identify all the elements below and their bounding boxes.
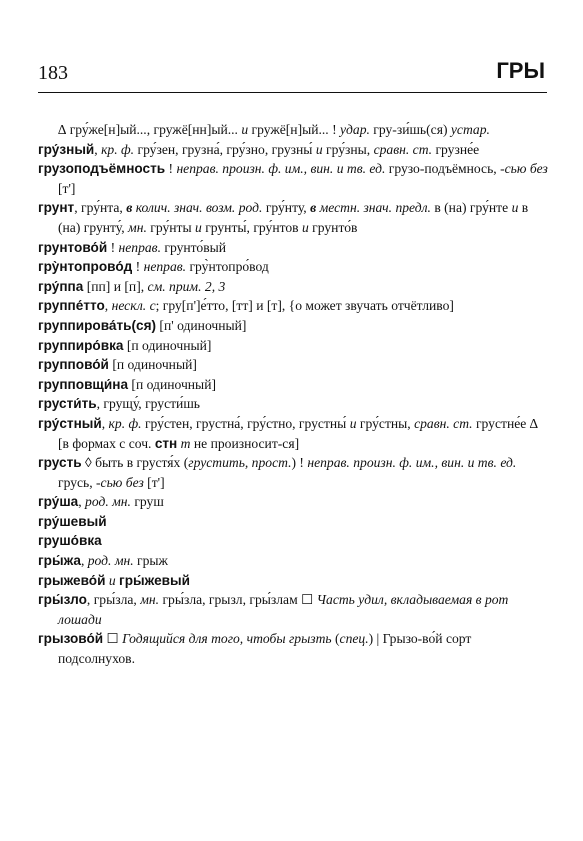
entry-text: [п одиночный] <box>128 376 216 392</box>
dictionary-entry <box>38 414 548 453</box>
entry-label: нескл. с <box>111 298 156 314</box>
entry-text: , грущу́, грусти́шь <box>96 396 201 412</box>
entry-text: гру-зи́шь(ся) <box>369 122 451 137</box>
dictionary-entries <box>38 120 548 669</box>
entry-headword: грунт <box>38 200 75 216</box>
dictionary-entry <box>38 296 548 316</box>
entry-headword: гру́стный <box>38 415 102 431</box>
entry-text: не произносит-ся] <box>190 435 300 451</box>
dictionary-entry <box>38 590 548 629</box>
entry-text: гру̀нтопро́вод <box>186 259 269 275</box>
entry-label: грустить, прост. <box>188 455 292 471</box>
dictionary-entry <box>38 238 548 258</box>
entry-text: гру́нты <box>146 219 195 235</box>
dictionary-entry <box>38 394 548 414</box>
page-number: 183 <box>38 62 68 84</box>
entry-headword: грызово́й <box>38 631 104 647</box>
entry-label: в <box>126 200 133 216</box>
entry-text: ! <box>132 259 144 275</box>
entry-label: неправ. <box>118 239 161 255</box>
entry-label: мн. <box>128 219 147 235</box>
entry-headword: гры́зло <box>38 592 87 608</box>
entry-text: грустне́е ∆ [в формах с соч. <box>58 415 538 451</box>
entry-label: см. прим. 2, 3 <box>147 278 226 294</box>
dictionary-entry <box>38 257 548 277</box>
entry-text: ! <box>165 161 177 177</box>
entry-label: неправ. произн. ф. им., вин. и тв. ед. <box>176 161 386 177</box>
entry-text: гры́зла, грызл, гры́злам ☐ <box>159 592 317 608</box>
entry-headword: гру́ша <box>38 494 79 510</box>
entry-text: гру́стны, <box>356 415 415 431</box>
entry-label: кр. ф. <box>101 141 135 157</box>
entry-label: в <box>310 200 317 216</box>
entry-headword: гры́жа <box>38 553 81 569</box>
entry-text: , <box>94 141 102 157</box>
entry-label: удар. <box>340 122 370 137</box>
entry-label: и <box>241 122 249 137</box>
entry-label: колич. знач. возм. род. <box>135 200 263 216</box>
dictionary-entry <box>38 355 548 375</box>
entry-text: ☐ <box>103 631 123 647</box>
entry-text: , гры́зла, <box>86 592 141 608</box>
running-head: ГРЫ <box>496 58 545 83</box>
entry-text: в (на) грунту́, <box>58 200 529 235</box>
entry-text: [п' одиночный] <box>156 317 247 333</box>
entry-text: [т'] <box>58 180 76 196</box>
dictionary-entry <box>38 159 548 198</box>
entry-label: сравн. ст. <box>414 415 473 431</box>
entry-label: неправ. произн. ф. им., вин. и тв. ед. <box>307 455 517 471</box>
entry-label: и <box>301 219 309 235</box>
entry-headword: гру́шевый <box>38 513 107 529</box>
entry-text: [т'] <box>143 474 165 490</box>
entry-text: гружё[н]ый... ! <box>248 122 341 137</box>
dictionary-entry <box>38 198 548 237</box>
entry-headword: гру́ппа <box>38 278 84 294</box>
entry-text: ! <box>107 239 119 255</box>
dictionary-entry <box>38 277 548 297</box>
entry-headword: грусти́ть <box>38 396 97 412</box>
header-rule <box>38 92 547 93</box>
entry-text: грунто́вый <box>160 239 227 255</box>
entry-text: грузо-подъёмнось, <box>385 161 501 177</box>
entry-headword: гру̀нтопрово́д <box>38 259 133 275</box>
entry-text: ( <box>331 631 340 647</box>
dictionary-entry <box>38 492 548 512</box>
entry-headword: группирова́ть(ся) <box>38 317 157 333</box>
entry-text: ; гру[п']е́тто, [тт] и [т], {о может звучать отчётливо] <box>155 298 454 314</box>
entry-text: гру́зен, грузна́, гру́зно, грузны́ <box>134 141 316 157</box>
entry-text: грусь, <box>58 474 97 490</box>
entry-text: ◊ быть в грустя́х ( <box>81 455 189 471</box>
entry-label: и <box>511 200 519 216</box>
dictionary-entry <box>38 512 548 532</box>
entry-text: [пп] и [п], <box>83 278 148 294</box>
dictionary-entry <box>38 571 548 591</box>
entry-label: род. мн. <box>87 553 134 569</box>
dictionary-entry <box>38 551 548 571</box>
dictionary-entry <box>38 336 548 356</box>
entry-text: грунто́в <box>308 219 358 235</box>
entry-headword: грузоподъёмность <box>38 161 166 177</box>
entry-text: [п одиночный] <box>123 337 212 353</box>
entry-label: -сью без <box>96 474 144 490</box>
entry-label: спец. <box>339 631 369 647</box>
entry-label: т <box>180 435 191 451</box>
entry-text: грыж <box>133 553 168 569</box>
entry-text: в (на) гру́нте <box>430 200 512 216</box>
entry-label: кр. ф. <box>108 415 142 431</box>
dictionary-entry <box>38 140 548 160</box>
entry-headword: группово́й <box>38 357 109 373</box>
entry-text: , <box>78 494 86 510</box>
entry-headword: грушо́вка <box>38 533 102 549</box>
entry-headword: групповщи́на <box>38 376 129 392</box>
entry-text: грузне́е <box>432 141 480 157</box>
entry-text: грунты́, гру́нтов <box>201 219 302 235</box>
entry-text: ) ! <box>291 455 308 471</box>
entry-text: гру́нту, <box>262 200 311 216</box>
entry-headword: грусть <box>38 455 82 471</box>
entry-text: гру́зны, <box>322 141 374 157</box>
entry-label: и <box>108 572 116 588</box>
entry-text: , <box>101 415 109 431</box>
entry-label: устар. <box>450 122 490 137</box>
dictionary-entry <box>38 120 548 140</box>
entry-label: Годящийся для того, чтобы грызть <box>122 631 332 647</box>
entry-text: , <box>80 553 88 569</box>
entry-text: ) | Грызо-во́й сорт подсолнухов. <box>58 631 472 667</box>
entry-text: ∆ гру́же[н]ый..., гружё[нн]ый... <box>58 122 242 137</box>
entry-text: [п одиночный] <box>108 357 197 373</box>
entry-text: , гру́нта, <box>74 200 127 216</box>
entry-headword: группе́тто <box>38 298 105 314</box>
entry-text: , <box>104 298 112 314</box>
entry-label: и <box>349 415 357 431</box>
entry-headword: грыжево́й <box>38 572 106 588</box>
entry-label: род. мн. <box>85 494 131 510</box>
dictionary-entry <box>38 375 548 395</box>
entry-label: и <box>195 219 202 235</box>
entry-headword: гры́жевый <box>119 572 190 588</box>
entry-label: -сью без <box>500 161 548 177</box>
entry-label: сравн. ст. <box>373 141 433 157</box>
dictionary-entry <box>38 531 548 551</box>
entry-label: местн. знач. предл. <box>319 200 431 216</box>
entry-label: и <box>315 141 323 157</box>
entry-headword: группиро́вка <box>38 337 124 353</box>
entry-label: неправ. <box>143 259 187 275</box>
entry-headword: грунтово́й <box>38 239 108 255</box>
dictionary-entry <box>38 453 548 492</box>
entry-label: мн. <box>140 592 160 608</box>
dictionary-entry <box>38 629 548 668</box>
entry-text: гру́стен, грустна́, гру́стно, грустны́ <box>141 415 350 431</box>
dictionary-entry <box>38 316 548 336</box>
entry-headword: гру́зный <box>38 141 95 157</box>
entry-text: груш <box>130 494 164 510</box>
entry-label: Часть удил, вкладываемая в рот лошади <box>58 592 509 627</box>
entry-headword: стн <box>154 435 178 451</box>
